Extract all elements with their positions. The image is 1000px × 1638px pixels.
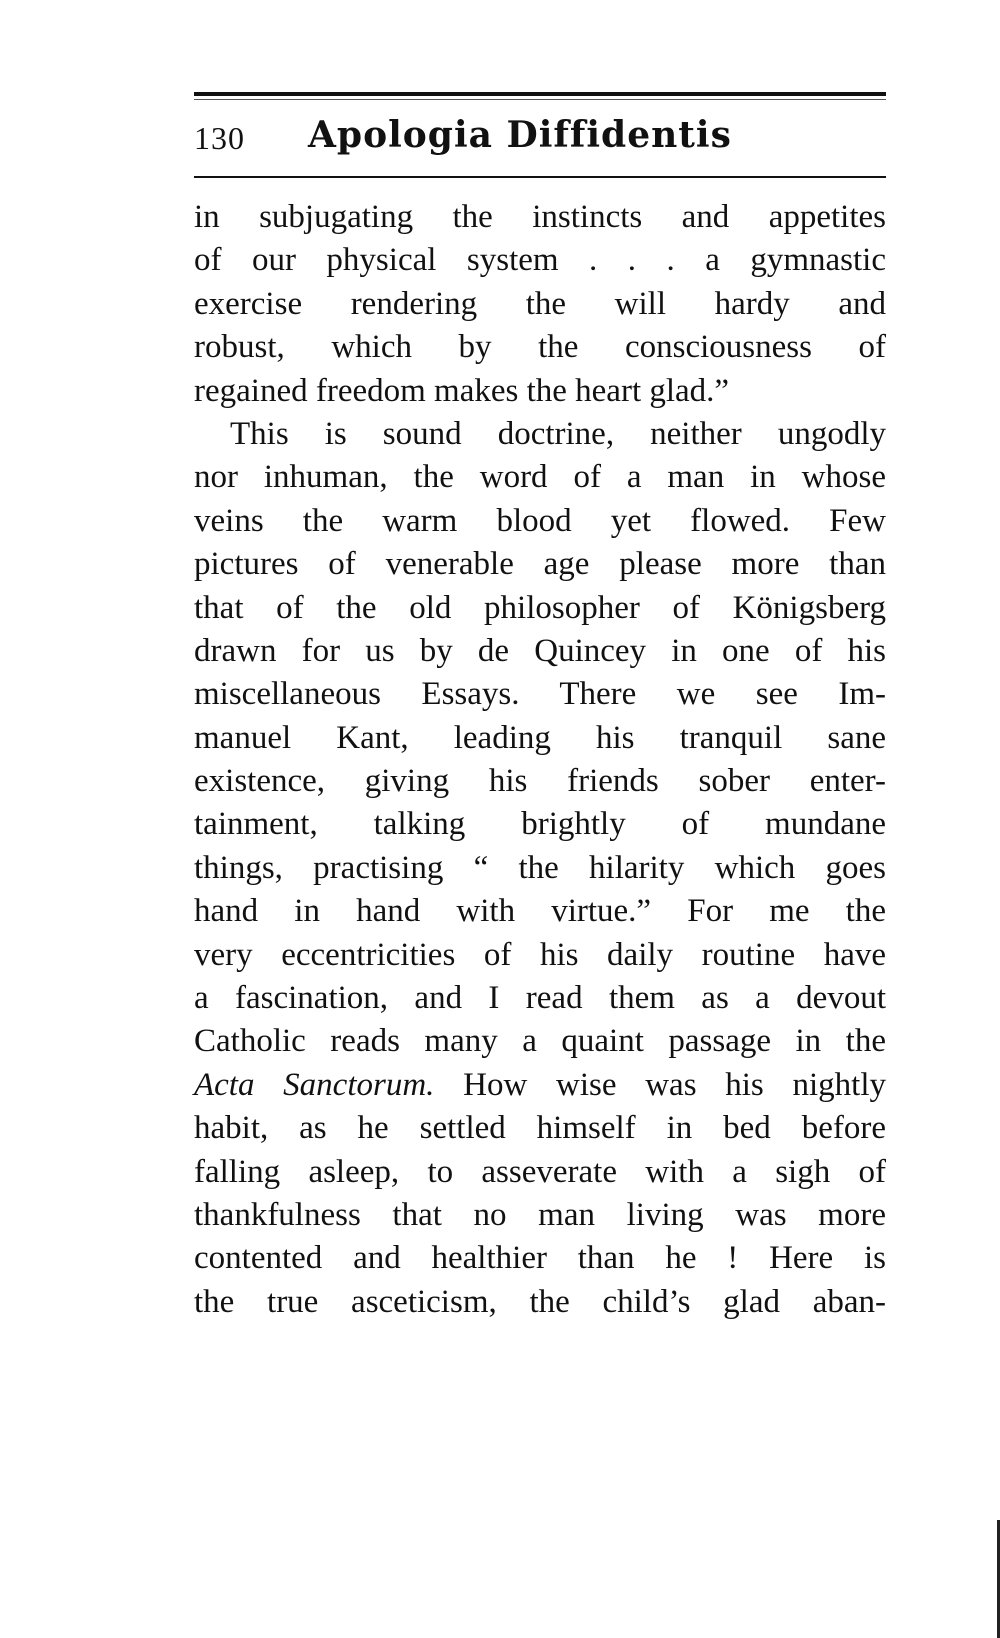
text-line: in subjugating the instincts and appetites: [194, 199, 886, 235]
paragraph-start-line: This is sound doctrine, neither ungodly: [230, 415, 886, 452]
italic-title: Acta Sanctorum.: [194, 1066, 435, 1103]
header-rule-thick: [194, 92, 886, 96]
text-line: nor inhuman, the word of a man in whose: [194, 459, 886, 496]
text-line: very eccentricities of his daily routine have: [194, 936, 886, 973]
header-underline: [194, 176, 886, 178]
text-line: that of the old philosopher of Königsberg: [194, 589, 886, 626]
text-line: [194, 1064, 886, 1107]
text-line: existence, giving his friends sober enter-: [194, 763, 886, 800]
text-line: veins the warm blood yet flowed. Few: [194, 502, 886, 539]
text-line: things, practising “ the hilarity which goes: [194, 849, 886, 886]
text-line: regained freedom makes the heart glad.”: [194, 372, 730, 409]
header-rule-thin: [194, 99, 886, 100]
page-header: [194, 112, 886, 172]
text-line: thankfulness that no man living was more: [194, 1196, 886, 1233]
text-line: falling asleep, to asseverate with a sigh of: [194, 1153, 886, 1190]
text-line: manuel Kant, leading his tranquil sane: [194, 719, 886, 756]
text-line: robust, which by the consciousness of: [194, 329, 886, 366]
text-line: pictures of venerable age please more than: [194, 546, 886, 583]
text-line: miscellaneous Essays. There we see Im-: [194, 676, 886, 713]
text-line: the true asceticism, the child’s glad aban-: [194, 1283, 886, 1320]
running-title: Apologia Diffidentis: [308, 114, 732, 156]
body-text: [194, 196, 886, 1324]
text-line: drawn for us by de Quincey in one of his: [194, 632, 886, 669]
page-number: 130: [194, 120, 245, 156]
text-line: hand in hand with virtue.” For me the: [194, 893, 886, 930]
text-line: exercise rendering the will hardy and: [194, 285, 886, 322]
text-line-rest: How wise was his nightly: [434, 1066, 886, 1103]
text-line: a fascination, and I read them as a devout: [194, 980, 886, 1017]
text-line: tainment, talking brightly of mundane: [194, 806, 886, 843]
text-line: of our physical system . . . a gymnastic: [194, 242, 886, 279]
text-line: habit, as he settled himself in bed before: [194, 1110, 886, 1147]
text-line: contented and healthier than he ! Here is: [194, 1240, 886, 1277]
text-line: Catholic reads many a quaint passage in the: [194, 1023, 886, 1060]
